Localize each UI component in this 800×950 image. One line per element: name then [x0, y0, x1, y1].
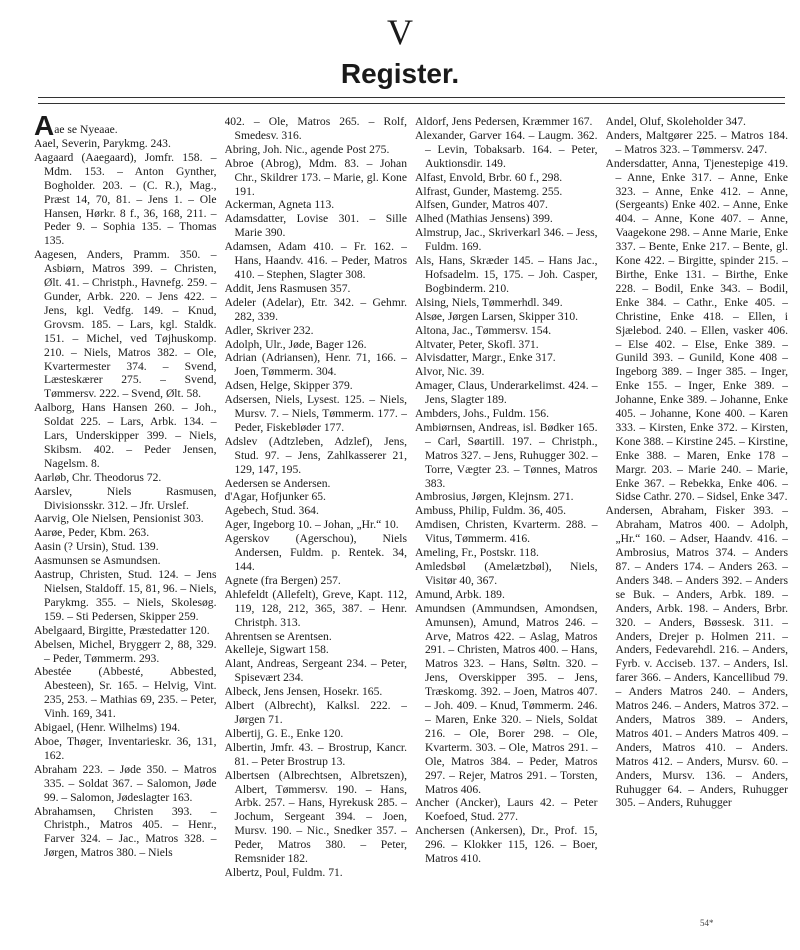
register-entry: Albertsen (Albrechtsen, Albretszen), Albert, Tømmersv. 190. – Hans, Arbk. 257. – Hans, Hyrekusk 285. – Jochum, Sergeant 394. – Joen, Mursv. 190. – Nic., Snedker 357. – Peder, Matros 380. – Peter, Remsnider 182. [224, 768, 407, 866]
register-entry: Alsing, Niels, Tømmerhdl. 349. [415, 295, 563, 309]
register-entry: Altvater, Peter, Skofl. 371. [415, 337, 539, 351]
register-entry: 402. – Ole, Matros 265. – Rolf, Smedesv. 316. [224, 115, 407, 142]
register-entry: Alfrast, Gunder, Mastemg. 255. [415, 184, 563, 198]
register-entry: Albertz, Poul, Fuldm. 71. [224, 865, 343, 879]
register-entry: Andel, Oluf, Skoleholder 347. [605, 115, 746, 128]
register-entry: Adrian (Adriansen), Henr. 71, 166. – Joen, Tømmerm. 304. [224, 351, 407, 379]
register-entry: Andersdatter, Anna, Tjenestepige 419. – Anne, Enke 317. – Anne, Enke 323. – Anne, Enke 412. – Anne, (Sergeants) Enke 402. – Anne, Enke 404. – Anne, Kone 407. – Anne, Vaagekone 298. – Anne Marie, Enke 337. – Bente, Enke 217. – Bente, gl. Kone 422. – Birgitte, spinder 215. – Birthe, Enke 131. – Birthe, Enke 228. – Bodil, Enke 343. – Bodil, Enke 384. – Cathr., Enke 405. – Christine, Enke 418. – Ellen, i Sjælebod. 240. – Ellen, vasker 406. – Else 402. – Else, Enke 389. – Gunild 393. – Gunild, Kone 408 – Ingeborg 389. – Inger 385. – Inger, Enke 155. – Inger, Enke 389. – Johanne, Enke 389. – Johanne, Enke 405. – Johanne, Kone 400. – Karen 333. – Kirsten, Enke 372. – Kirsten, Kone 388. – Kirstine 245. – Kirstine, Enke 388. – Maren, Enke 178 – Margr. 203. – Marie 240. – Marie, Enke 367. – Rebekka, Enke 406. – Sidse Cathr. 270. – Sidsel, Enke 347. [605, 156, 788, 504]
register-column-1 [34, 115, 217, 905]
register-entry: Amledsbøl (Amelætzbøl), Niels, Visitør 40, 367. [415, 560, 598, 587]
register-entry: Albert (Albrecht), Kalksl. 222. – Jørgen 71. [224, 699, 407, 726]
register-entry: Alexander, Garver 164. – Laugm. 362. – Levin, Tobaksarb. 164. – Peter, Auktionsdir. 149. [415, 128, 598, 170]
register-entry: Alvor, Nic. 39. [415, 365, 485, 379]
register-entry: Amager, Claus, Underarkelimst. 424. – Jens, Slagter 189. [415, 379, 598, 407]
header-rule-bottom [38, 103, 785, 104]
register-column-4 [606, 115, 789, 905]
register-entry: Albertij, G. E., Enke 120. [224, 726, 344, 740]
register-entry: Aalborg, Hans Hansen 260. – Joh., Soldat 225. – Lars, Arbk. 134. – Lars, Underskipper 399. – Niels, Skibsm. 402. – Peder Jensen, Nagelsm. 8. [34, 401, 217, 470]
register-entry: Aagaard (Aaegaard), Jomfr. 158. – Mdm. 153. – Anton Gynther, Bogholder. 203. – (C. R.), Mag., Præst 14, 70, 81. – Jens 1. – Ole Hansen, Hørkr. 8 f., 36, 168, 211. – Peder 9. – Sophia 135. – Thomas 135. [34, 150, 217, 248]
register-entry: Aarløb, Chr. Theodorus 72. [34, 470, 162, 484]
register-entry: Als, Hans, Skræder 145. – Hans Jac., Hofsadelm. 15, 175. – Joh. Casper, Bogbinderm. 210. [415, 254, 598, 295]
header-rule-top [38, 97, 785, 98]
register-entry: Alfast, Envold, Brbr. 60 f., 298. [415, 170, 563, 184]
register-entry: Aarvig, Ole Nielsen, Pensionist 303. [34, 512, 204, 526]
register-entry: Agnete (fra Bergen) 257. [224, 573, 341, 587]
register-entry: Albertin, Jmfr. 43. – Brostrup, Kancr. 81. – Peter Brostrup 13. [224, 740, 407, 768]
register-entry: Alant, Andreas, Sergeant 234. – Peter, Spisevært 234. [224, 657, 407, 685]
register-entry: Altona, Jac., Tømmersv. 154. [415, 323, 552, 337]
register-entry: Adolph, Ulr., Jøde, Bager 126. [224, 337, 367, 351]
register-entry: Amdisen, Christen, Kvarterm. 288. – Vitus, Tømmerm. 416. [415, 518, 598, 546]
register-entry: Abelgaard, Birgitte, Præstedatter 120. [34, 623, 210, 637]
section-numeral: V [387, 12, 413, 52]
register-entry: d'Agar, Hofjunker 65. [224, 490, 326, 504]
register-entry: Aarøe, Peder, Kbm. 263. [34, 526, 150, 540]
folio-signature: 54* [700, 918, 714, 928]
register-entry: Abigael, (Henr. Wilhelms) 194. [34, 721, 181, 735]
register-entry: Ackerman, Agneta 113. [224, 198, 335, 212]
register-columns [34, 115, 788, 905]
register-entry: Adeler (Adelar), Etr. 342. – Gehmr. 282, 339. [224, 295, 407, 323]
register-entry: Abrahamsen, Christen 393. – Christph., Matros 405. – Henr., Farver 324. – Jac., Matros 328. – Jørgen, Matros 380. – Niels [34, 804, 217, 860]
register-entry: Akelleje, Sigwart 158. [224, 643, 329, 657]
register-entry: Aagesen, Anders, Pramm. 350. – Asbiørn, Matros 399. – Christen, Ølt. 41. – Christph., Havnefg. 259. – Gunder, Arbk. 220. – Jens 422. – Jens, kgl. Vedfg. 149. – Knud, Grovsm. 185. – Lars, kgl. Staldk. 151. – Michel, ved Tøjhuskomp. 210. – Niels, Matros 382. – Ole, Kvartermester 374. – Svend, Læsteskærer 275. – Svend, Tømmersv. 222. – Svend, Ølt. 58. [34, 248, 217, 401]
register-entry: Aael, Severin, Parykmg. 243. [34, 137, 171, 150]
register-entry: Ambrosius, Jørgen, Klejnsm. 271. [415, 490, 574, 504]
register-first-entry [34, 115, 217, 141]
register-entry: Abring, Joh. Nic., agende Post 275. [224, 142, 390, 156]
first-entry-text: ae se Nyeaae. [54, 123, 118, 136]
register-entry: Almstrup, Jac., Skriverkarl 346. – Jess, Fuldm. 169. [415, 226, 598, 254]
register-entry: Andersen, Abraham, Fisker 393. – Abraham, Matros 400. – Adolph, „Hr.“ 160. – Adser, Haandv. 416. – Ambrosius, Matros 374. – Anders 87. – Anders 174. – Anders 263. – Anders 348. – Anders 392. – Anders se Buk. – Anders, Arbk. 189. – Anders, Arbk. 198. – Anders, Brbr. 320. – Anders, Bøssesk. 311. – Anders, Drejer p. Holmen 211. – Anders, Fedevarehdl. 216. – Anders, Fyrb. v. Acciseb. 137. – Anders, Isl. farer 366. – Anders, Kancellibud 79. – Anders Matros 240. – Anders, Matros 246. – Anders, Matros 372. – Anders, Matros 389. – Anders, Matros 401. – Anders Matros 409. – Anders, Matros 410. – Anders. Matros 412. – Anders, Mursv. 60. – Anders, Mursv. 136. – Anders, Ruhugger 64. – Anders, Ruhugger 305. – Anders, Ruhugger [605, 504, 788, 810]
register-entry: Adler, Skriver 232. [224, 323, 314, 337]
drop-cap: A [34, 115, 55, 141]
register-entry: Adsen, Helge, Skipper 379. [224, 379, 353, 393]
register-entry: Albeck, Jens Jensen, Hosekr. 165. [224, 685, 383, 699]
register-entry: Ahrentsen se Arentsen. [224, 629, 332, 643]
register-entry: Aasmunsen se Asmundsen. [34, 554, 161, 568]
register-entry: Abroe (Abrog), Mdm. 83. – Johan Chr., Skildrer 173. – Marie, gl. Kone 191. [224, 156, 407, 198]
register-entry: Ancher (Ancker), Laurs 42. – Peter Koefoed, Stud. 277. [415, 796, 598, 824]
register-entry: Adamsdatter, Lovise 301. – Sille Marie 390. [224, 212, 407, 240]
register-entry: Adsersen, Niels, Lysest. 125. – Niels, Mursv. 7. – Niels, Tømmerm. 177. – Peder, Fiskebløder 177. [224, 393, 407, 434]
register-entry: Alfsen, Gunder, Matros 407. [415, 198, 548, 212]
register-entry: Adslev (Adtzleben, Adzlef), Jens, Stud. 97. – Jens, Zahlkasserer 21, 129, 147, 195. [224, 434, 407, 476]
register-entry: Agebech, Stud. 364. [224, 504, 319, 518]
register-entry: Anchersen (Ankersen), Dr., Prof. 15, 296. – Klokker 115, 126. – Boer, Matros 410. [415, 824, 598, 866]
register-entry: Anders, Maltgører 225. – Matros 184. – Matros 323. – Tømmersv. 247. [605, 128, 788, 156]
register-entry: Aarslev, Niels Rasmusen, Divisionsskr. 312. – Jfr. Urslef. [34, 484, 217, 512]
register-entry: Aedersen se Andersen. [224, 476, 331, 490]
register-entry: Aldorf, Jens Pedersen, Kræmmer 167. [415, 115, 593, 128]
register-entry: Aboe, Thøger, Inventarieskr. 36, 131, 162. [34, 734, 217, 762]
register-entry: Ambders, Johs., Fuldm. 156. [415, 407, 549, 421]
register-entry: Ahlefeldt (Allefelt), Greve, Kapt. 112, 119, 128, 212, 365, 387. – Henr. Christph. 313. [224, 587, 407, 629]
register-entry: Alsøe, Jørgen Larsen, Skipper 310. [415, 309, 579, 323]
page-title: Register. [340, 58, 460, 89]
register-column-2 [225, 115, 408, 905]
register-entry: Amundsen (Ammundsen, Amondsen, Amunsen), Amund, Matros 246. – Arve, Matros 422. – Aslag, Matros 291. – Christen, Matros 400. – Hans, Matros 323. – Hans, Søltn. 320. – Jens, Overskipper 395. – Jens, Træskomg. 392. – Joen, Matros 407. – Joh. 409. – Knud, Tømmerm. 246. – Maren, Enke 320. – Niels, Soldat 216. – Ole, Borer 298. – Ole, Kvarterm. 303. – Ole, Matros 291. – Ole, Matros 384. – Peder, Matros 297. – Rejer, Matros 291. – Torsten, Matros 406. [415, 601, 598, 796]
register-entry: Agerskov (Agerschou), Niels Andersen, Fuldm. p. Rentek. 34, 144. [224, 532, 407, 573]
register-column-3 [415, 115, 598, 905]
register-entry: Aasin (? Ursin), Stud. 139. [34, 540, 159, 554]
register-entry: Ambuss, Philip, Fuldm. 36, 405. [415, 504, 567, 518]
register-entry: Ameling, Fr., Postskr. 118. [415, 546, 539, 560]
register-entry: Abestée (Abbesté, Abbested, Abesteen), Sr. 165. – Helvig, Vint. 235, 253. – Mathias 69, 235. – Peter, Vinh. 169, 341. [34, 665, 217, 721]
register-entry: Abelsen, Michel, Bryggerr 2, 88, 329. – Peder, Tømmerm. 293. [34, 637, 217, 665]
register-entry: Alvisdatter, Margr., Enke 317. [415, 351, 556, 365]
register-entry: Amund, Arbk. 189. [415, 587, 505, 601]
register-entry: Aastrup, Christen, Stud. 124. – Jens Nielsen, Staldoff. 15, 81, 96. – Niels, Parykmg. 355. – Niels, Skolesøg. 159. – Sti Pedersen, Skipper 259. [34, 568, 217, 623]
register-entry: Abraham 223. – Jøde 350. – Matros 335. – Soldat 367. – Salomon, Jøde 99. – Salomon, Jødeslagter 163. [34, 762, 217, 804]
register-entry: Ambiørnsen, Andreas, isl. Bødker 165. – Carl, Søartill. 197. – Christph., Matros 327. – Jens, Ruhugger 302. – Torre, Vægter 23. – Tønnes, Matros 383. [415, 420, 598, 490]
register-entry: Addit, Jens Rasmusen 357. [224, 281, 351, 295]
register-entry: Adamsen, Adam 410. – Fr. 162. – Hans, Haandv. 416. – Peder, Matros 410. – Stephen, Slagter 308. [224, 240, 407, 281]
register-entry: Alhed (Mathias Jensens) 399. [415, 212, 553, 226]
register-entry: Ager, Ingeborg 10. – Johan, „Hr.“ 10. [224, 518, 399, 532]
